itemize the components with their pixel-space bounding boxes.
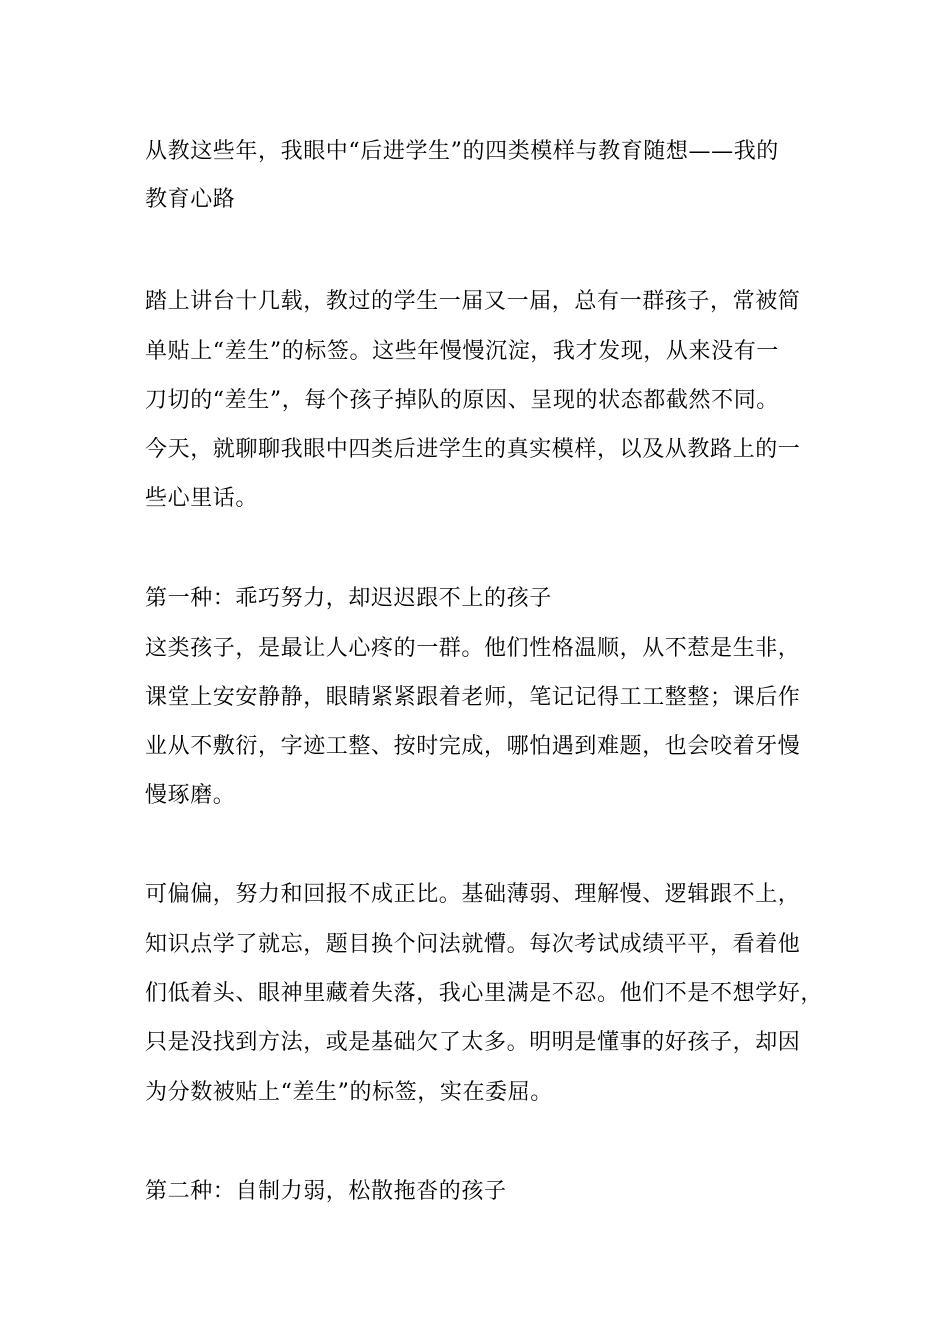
section1-para2-line-5: 为分数被贴上“差生”的标签，实在委屈。 xyxy=(145,1080,553,1105)
section1-para1-line-4: 慢琢磨。 xyxy=(145,783,236,808)
section1-heading: 第一种：乖巧努力，却迟迟跟不上的孩子 xyxy=(145,586,552,611)
section1-para2-line-1: 可偏偏，努力和回报不成正比。基础薄弱、理解慢、逻辑跟不上， xyxy=(145,882,801,907)
section2-heading: 第二种：自制力弱，松散拖沓的孩子 xyxy=(145,1179,507,1204)
section1-para2-line-4: 只是没找到方法，或是基础欠了太多。明明是懂事的好孩子，却因 xyxy=(145,1030,801,1055)
section1-para2-line-3: 们低着头、眼神里藏着失落，我心里满是不忍。他们不是不想学好， xyxy=(145,981,824,1006)
intro-line-2: 单贴上“差生”的标签。这些年慢慢沉淀，我才发现，从来没有一 xyxy=(145,339,779,364)
intro-line-5: 些心里话。 xyxy=(145,486,259,511)
section1-para2-line-2: 知识点学了就忘，题目换个问法就懵。每次考试成绩平平，看着他 xyxy=(145,932,801,957)
section1-para1-line-1: 这类孩子，是最让人心疼的一群。他们性格温顺，从不惹是生非， xyxy=(145,636,801,661)
document-title-line-1: 从教这些年，我眼中“后进学生”的四类模样与教育随想——我的 xyxy=(145,139,779,164)
section1-para1-line-2: 课堂上安安静静，眼睛紧紧跟着老师，笔记记得工工整整；课后作 xyxy=(145,685,801,710)
document-title-line-2: 教育心路 xyxy=(145,187,236,212)
intro-line-3: 刀切的“差生”，每个孩子掉队的原因、呈现的状态都截然不同。 xyxy=(145,388,779,413)
intro-line-4: 今天，就聊聊我眼中四类后进学生的真实模样，以及从教路上的一 xyxy=(145,437,801,462)
section1-para1-line-3: 业从不敷衍，字迹工整、按时完成，哪怕遇到难题，也会咬着牙慢 xyxy=(145,734,801,759)
intro-line-1: 踏上讲台十几载，教过的学生一届又一届，总有一群孩子，常被简 xyxy=(145,289,801,314)
